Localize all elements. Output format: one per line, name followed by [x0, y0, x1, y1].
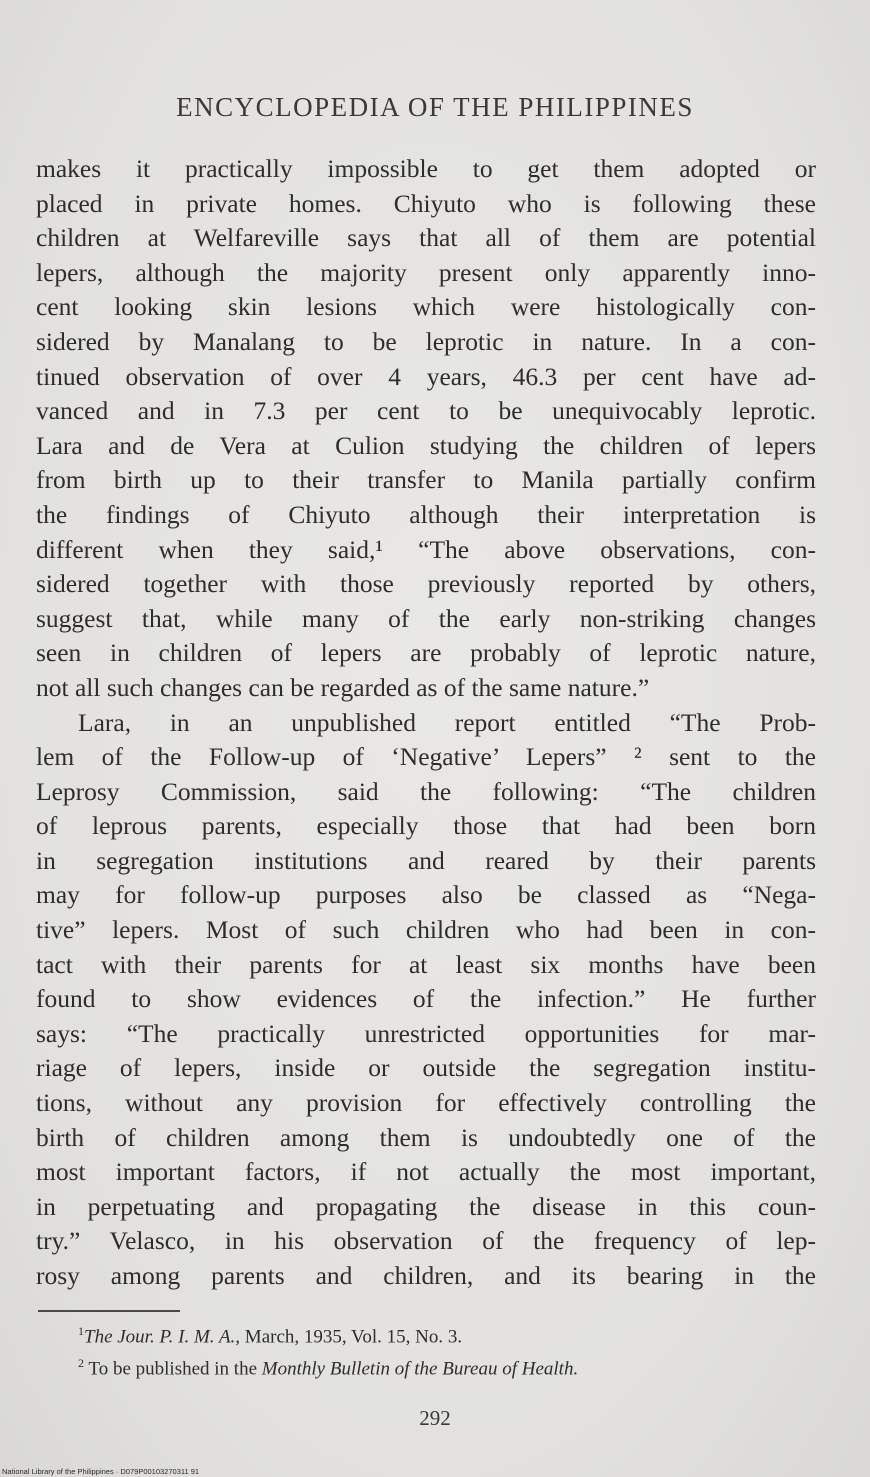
text-line: from birth up to their transfer to Manila partially confirm [36, 465, 816, 495]
text-line: of leprous parents, especially those that had been born [36, 811, 816, 841]
text-line: Lara and de Vera at Culion studying the children of lepers [36, 430, 816, 460]
text-line: lem of the Follow-up of ‘Negative’ Lepers” ² sent to the [36, 742, 816, 772]
text-line: most important factors, if not actually the most important, [36, 1157, 816, 1187]
footnote-marker: 2 [78, 1356, 84, 1371]
footnote-rule [38, 1310, 180, 1312]
text-line: different when they said,¹ “The above observations, con- [36, 534, 816, 564]
page-number: 292 [419, 1406, 451, 1430]
text-line: rosy among parents and children, and its bearing in the [36, 1261, 816, 1290]
text-line: lepers, although the majority present only apparently inno- [36, 257, 816, 287]
text-line: the findings of Chiyuto although their interpretation is [36, 499, 816, 529]
text-line: cent looking skin lesions which were histologically con- [36, 292, 816, 322]
text-line: try.” Velasco, in his observation of the frequency of lep- [36, 1226, 816, 1256]
footnote [78, 1318, 818, 1350]
text-line: in segregation institutions and reared by their parents [36, 845, 816, 875]
text-line: seen in children of lepers are probably of leprotic nature, [36, 638, 816, 668]
footnote-text: March, 1935, Vol. 15, No. 3. [240, 1326, 463, 1348]
text-line: sidered by Manalang to be leprotic in nature. In a con- [36, 326, 816, 356]
running-title: ENCYCLOPEDIA OF THE PHILIPPINES [176, 92, 694, 122]
paragraph-start-line: Lara, in an unpublished report entitled “The Prob- [78, 707, 816, 737]
text-line: placed in private homes. Chiyuto who is following these [36, 188, 816, 218]
footnote-citation: The Jour. P. I. M. A., [84, 1326, 241, 1348]
text-line: riage of lepers, inside or outside the segregation institu- [36, 1053, 816, 1083]
text-line: suggest that, while many of the early non-striking changes [36, 603, 816, 633]
text-line: vanced and in 7.3 per cent to be unequivocably leprotic. [36, 396, 816, 426]
paragraph-end-line: not all such changes can be regarded as of the same nature.” [36, 672, 650, 702]
footnote-text: To be published in the [88, 1358, 262, 1380]
footnote-marker: 1 [78, 1324, 84, 1338]
text-line: in perpetuating and propagating the disease in this coun- [36, 1191, 816, 1221]
text-line: tinued observation of over 4 years, 46.3 per cent have ad- [36, 361, 816, 391]
text-line: children at Welfareville says that all of them are potential [36, 223, 816, 253]
text-line: may for follow-up purposes also be classed as “Nega- [36, 880, 816, 910]
text-line: makes it practically impossible to get them adopted or [36, 154, 816, 183]
text-line: found to show evidences of the infection.” He further [36, 984, 816, 1014]
text-line: sidered together with those previously reported by others, [36, 569, 816, 599]
text-line: birth of children among them is undoubtedly one of the [36, 1122, 816, 1152]
footnotes [78, 1318, 818, 1383]
text-line: tive” lepers. Most of such children who had been in con- [36, 915, 816, 945]
text-line: tions, without any provision for effectively controlling the [36, 1088, 816, 1118]
text-line: tact with their parents for at least six months have been [36, 949, 816, 979]
scan-credit: National Library of the Philippines · D079P00103270311 91 [2, 1467, 200, 1476]
body-text [36, 152, 816, 1294]
text-line: Leprosy Commission, said the following: “The children [36, 776, 816, 806]
text-line: says: “The practically unrestricted opportunities for mar- [36, 1018, 816, 1048]
footnote-citation: Monthly Bulletin of the Bureau of Health. [261, 1358, 579, 1380]
footnote [78, 1350, 818, 1382]
